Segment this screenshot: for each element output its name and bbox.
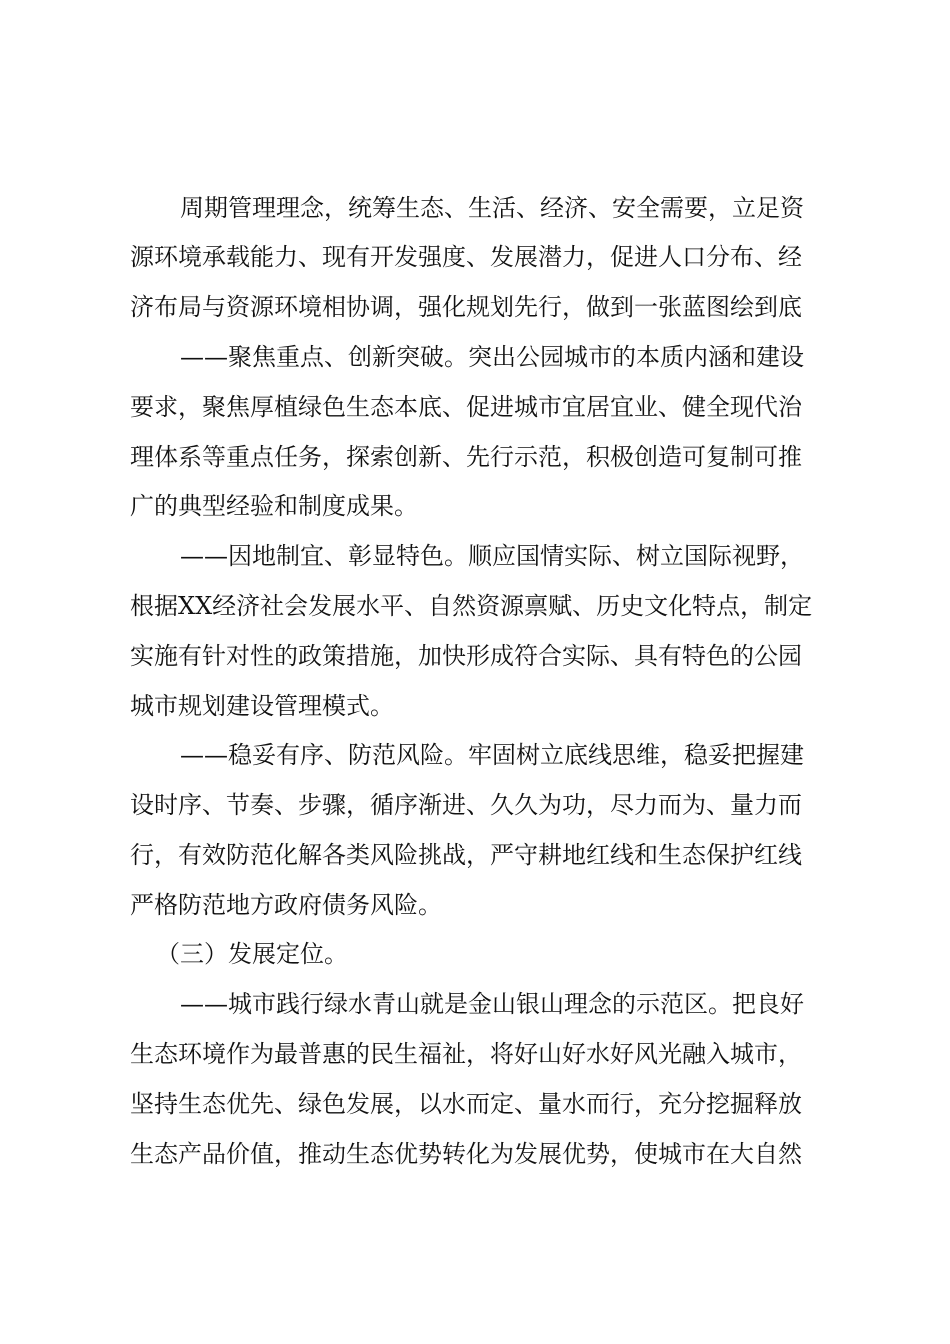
text-line: 要求，聚焦厚植绿色生态本底、促进城市宜居宜业、健全现代治 [130,393,802,421]
text-line: ——聚焦重点、创新突破。突出公园城市的本质内涵和建设 [180,343,804,371]
text-line: 理体系等重点任务，探索创新、先行示范，积极创造可复制可推 [130,443,802,471]
text-line: 济布局与资源环境相协调，强化规划先行，做到一张蓝图绘到底 [130,293,802,321]
text-line: 设时序、节奏、步骤，循序渐进、久久为功，尽力而为、量力而 [130,791,802,819]
text-line: 周期管理理念，统筹生态、生活、经济、安全需要，立足资 [180,194,804,222]
text-line: 坚持生态优先、绿色发展，以水而定、量水而行，充分挖掘释放 [130,1090,802,1118]
text-line: 严格防范地方政府债务风险。 [130,891,442,919]
text-line: 源环境承载能力、现有开发强度、发展潜力，促进人口分布、经 [130,243,802,271]
text-line: 实施有针对性的政策措施，加快形成符合实际、具有特色的公园 [130,642,802,670]
text-line: 生态产品价值，推动生态优势转化为发展优势，使城市在大自然 [130,1140,802,1168]
text-line: ——城市践行绿水青山就是金山银山理念的示范区。把良好 [180,990,804,1018]
text-line: 行，有效防范化解各类风险挑战，严守耕地红线和生态保护红线 [130,841,802,869]
text-line: 生态环境作为最普惠的民生福祉，将好山好水好风光融入城市， [130,1040,802,1068]
text-line: 根据XX经济社会发展水平、自然资源禀赋、历史文化特点，制定 [130,592,813,620]
text-line: 广的典型经验和制度成果。 [130,492,418,520]
text-line: 城市规划建设管理模式。 [130,692,394,720]
section-heading: （三）发展定位。 [156,940,348,968]
text-line: ——稳妥有序、防范风险。牢固树立底线思维，稳妥把握建 [180,741,804,769]
text-line: ——因地制宜、彰显特色。顺应国情实际、树立国际视野， [180,542,804,570]
